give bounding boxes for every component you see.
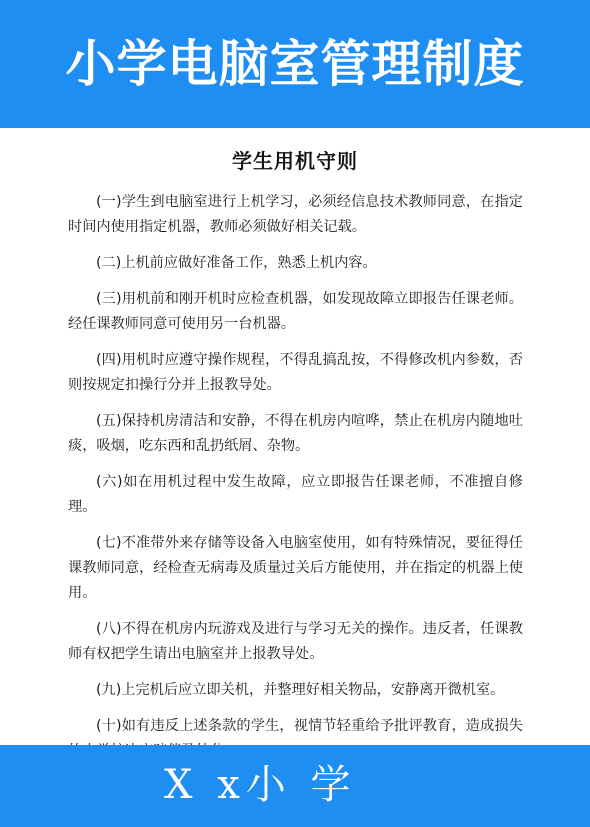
rule-item: (二)上机前应做好准备工作，熟悉上机内容。	[96, 255, 377, 271]
footer-banner	[0, 745, 590, 827]
rule-item: (六)如在用机过程中发生故障，应立即报告任课老师，不准擅自修理。	[68, 473, 523, 515]
section-title: 学生用机守则	[232, 149, 358, 173]
rule-item: (八)不得在机房内玩游戏及进行与学习无关的操作。违反者，任课教师有权把学生请出电脑室并上报教导处。	[68, 621, 523, 663]
rule-item: (三)用机前和刚开机时应检查机器，如发现故障立即报告任课老师。经任课教师同意可使用另一台机器。	[68, 290, 523, 332]
rule-item: (七)不准带外来存储等设备入电脑室使用，如有特殊情况，要征得任课教师同意，经检查无病毒及质量过关后方能使用，并在指定的机器上使用。	[68, 534, 523, 602]
page-title: 小学电脑室管理制度	[65, 35, 525, 93]
rule-item: (四)用机时应遵守操作规程，不得乱搞乱按，不得修改机内参数，否则按规定扣操行分并上报教导处。	[68, 351, 523, 393]
header-banner	[0, 0, 590, 128]
rule-item: (五)保持机房清洁和安静，不得在机房内喧哗，禁止在机房内随地吐痰，吸烟，吃东西和乱扔纸屑、杂物。	[68, 412, 523, 454]
school-name: X x小 学	[164, 762, 357, 808]
rule-item: (十)如有违反上述条款的学生，视情节轻重给予批评教育，造成损失	[96, 717, 523, 734]
rules-panel	[0, 128, 590, 745]
rules-list	[68, 190, 523, 775]
rule-item: (一)学生到电脑室进行上机学习，必须经信息技术教师同意，在指定时间内使用指定机器，教师必须做好相关记载。	[68, 194, 523, 236]
rule-item: (九)上完机后应立即关机，并整理好相关物品，安静离开微机室。	[96, 682, 505, 698]
